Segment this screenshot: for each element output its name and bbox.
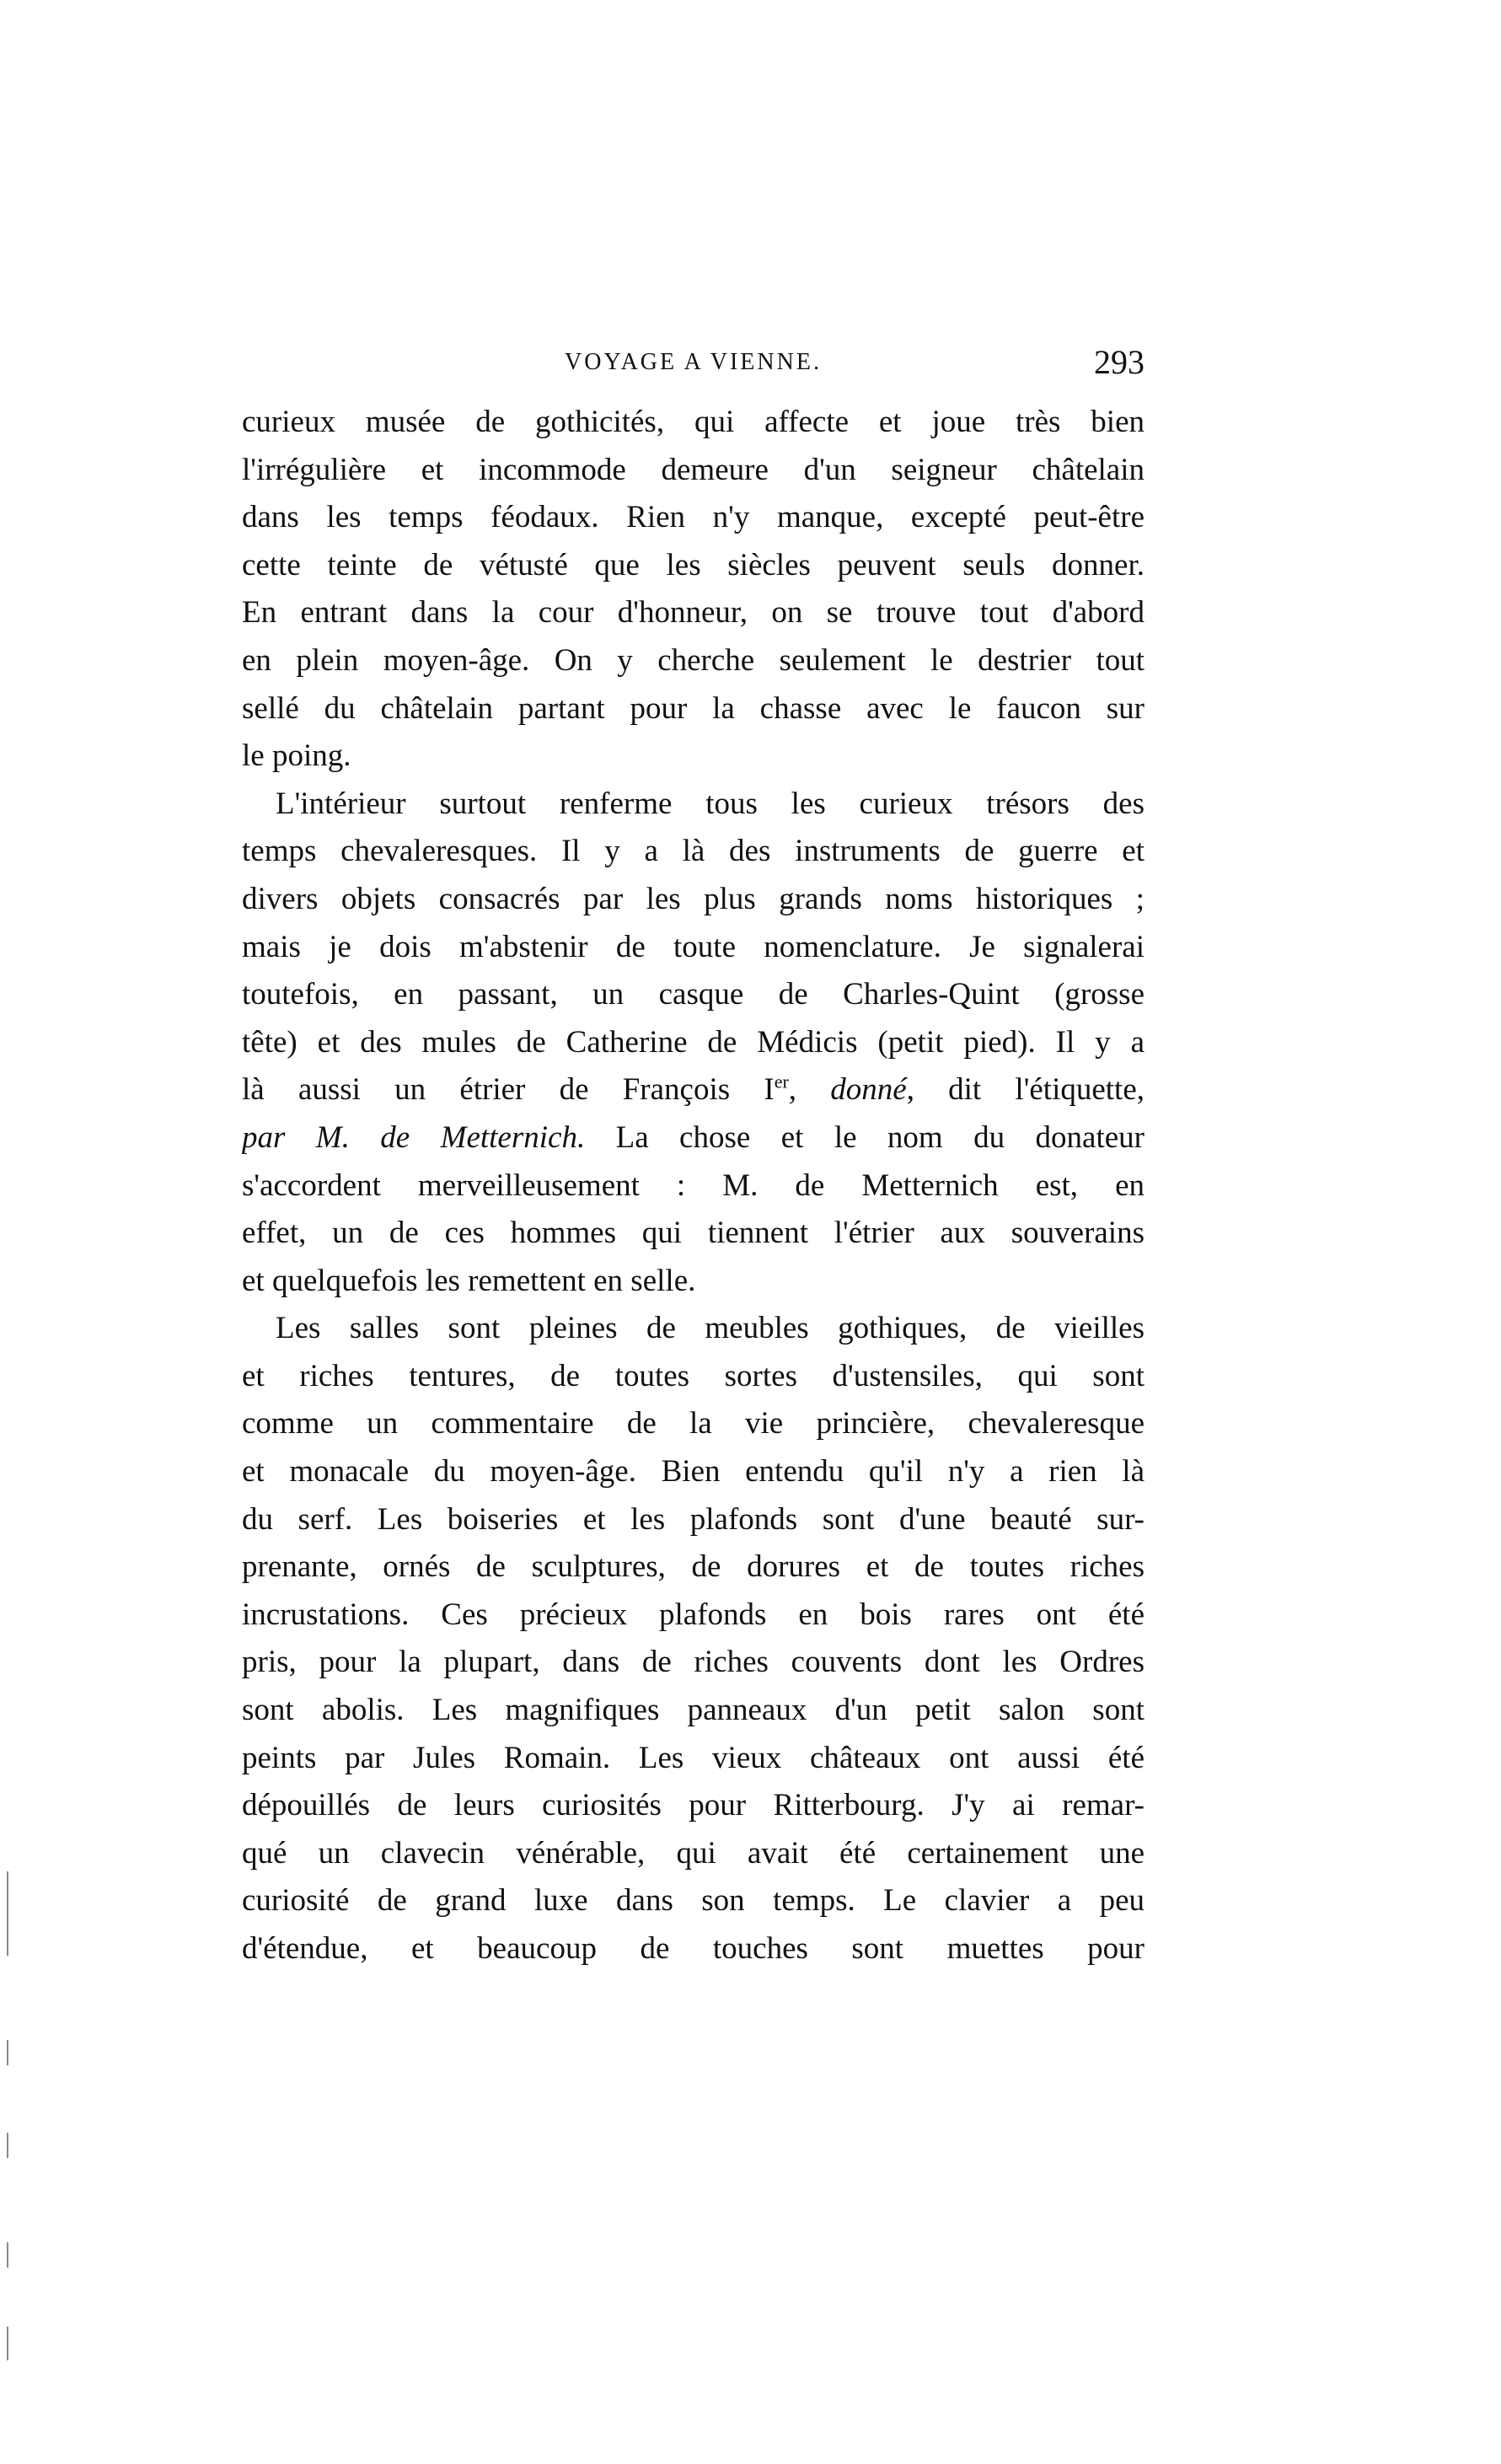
text-line: curiosité de grand luxe dans son temps. Le clavier a peu (242, 1883, 1145, 1919)
text-line: s'accordent merveilleusement : M. de Metternich est, en (242, 1168, 1145, 1203)
text-segment: , dit l'étiquette, (906, 1072, 1145, 1108)
italic-text: donné (830, 1072, 907, 1108)
italic-text: par M. de Metternich. (242, 1119, 586, 1155)
text-line: mais je dois m'abstenir de toute nomenclature. Je signalerai (242, 929, 1145, 964)
text-line: prenante, ornés de sculptures, de dorures et de toutes riches (242, 1549, 1145, 1585)
text-line: L'intérieur surtout renferme tous les curieux trésors des (276, 786, 1145, 821)
text-line: En entrant dans la cour d'honneur, on se trouve tout d'abord (242, 595, 1145, 631)
running-header (242, 344, 1145, 381)
running-title: VOYAGE A VIENNE. (565, 349, 822, 375)
scan-margin-mark (7, 2040, 8, 2065)
text-line: et riches tentures, de toutes sortes d'ustensiles, qui sont (242, 1358, 1145, 1393)
text-segment: , (788, 1072, 831, 1108)
text-line (242, 1066, 1145, 1114)
text-line: sont abolis. Les magnifiques panneaux d'un petit salon sont (242, 1693, 1145, 1728)
text-line: sellé du châtelain partant pour la chasse avec le faucon sur (242, 690, 1145, 726)
text-line: l'irrégulière et incommode demeure d'un seigneur châtelain (242, 452, 1145, 487)
page-number: 293 (1094, 343, 1145, 381)
text-line: comme un commentaire de la vie princière, chevaleresque (242, 1406, 1145, 1441)
text-line: peints par Jules Romain. Les vieux châteaux ont aussi été (242, 1740, 1145, 1775)
text-line: incrustations. Ces précieux plafonds en bois rares ont été (242, 1597, 1145, 1632)
text-line: divers objets consacrés par les plus grands noms historiques ; (242, 881, 1145, 916)
text-line: cette teinte de vétusté que les siècles peuvent seuls donner. (242, 547, 1145, 582)
text-line: temps chevaleresques. Il y a là des instruments de guerre et (242, 834, 1145, 869)
text-line: dépouillés de leurs curiosités pour Ritterbourg. J'y ai remar- (242, 1788, 1145, 1823)
text-line: curieux musée de gothicités, qui affecte et joue très bien (242, 405, 1145, 439)
text-line (242, 1114, 1145, 1162)
text-line: Les salles sont pleines de meubles gothiques, de vieilles (276, 1311, 1145, 1346)
text-line: effet, un de ces hommes qui tiennent l'étrier aux souverains (242, 1216, 1145, 1251)
text-segment: là aussi un étrier de François I (242, 1072, 775, 1108)
text-line: dans les temps féodaux. Rien n'y manque, excepté peut-être (242, 500, 1145, 535)
text-line: et quelquefois les remettent en selle. (242, 1263, 696, 1298)
scan-margin-mark (7, 2327, 8, 2360)
text-line: d'étendue, et beaucoup de touches sont muettes pour (242, 1931, 1145, 1966)
text-line: tête) et des mules de Catherine de Médicis (petit pied). Il y a (242, 1024, 1145, 1060)
text-line: qué un clavecin vénérable, qui avait été certainement une (242, 1835, 1145, 1871)
body-text (242, 399, 1145, 1973)
text-line: le poing. (242, 738, 351, 774)
scan-margin-mark (7, 2133, 8, 2158)
text-line: pris, pour la plupart, dans de riches couvents dont les Ordres (242, 1645, 1145, 1680)
text-line: du serf. Les boiseries et les plafonds sont d'une beauté sur- (242, 1501, 1145, 1537)
text-segment: La chose et le nom du donateur (585, 1119, 1145, 1155)
superscript-text: er (774, 1071, 789, 1092)
text-line: et monacale du moyen-âge. Bien entendu qu'il n'y a rien là (242, 1454, 1145, 1490)
text-line: toutefois, en passant, un casque de Charles-Quint (grosse (242, 977, 1145, 1012)
text-line: en plein moyen-âge. On y cherche seulement le destrier tout (242, 642, 1145, 678)
scan-margin-mark (7, 2242, 8, 2268)
scan-margin-mark (7, 1871, 8, 1956)
